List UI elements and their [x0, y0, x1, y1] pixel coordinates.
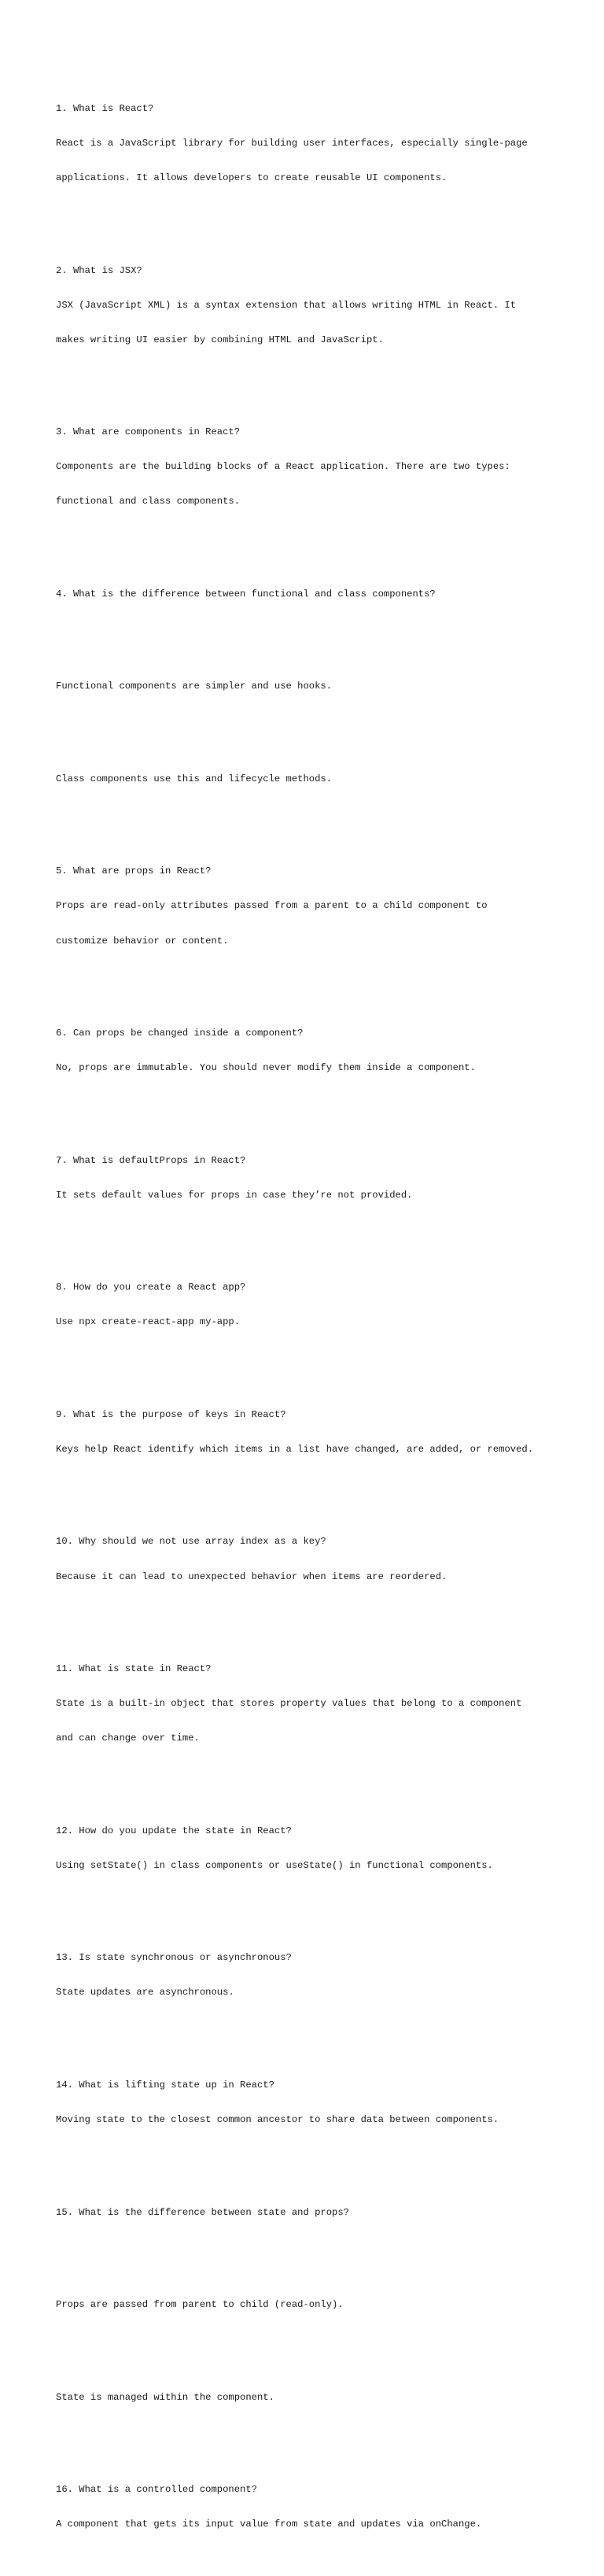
qa-block-13	[56, 1929, 575, 2022]
answer-line: Use npx create-react-app my-app.	[56, 1316, 241, 1328]
question-line: 8. How do you create a React app?	[56, 1282, 246, 1294]
question-line: 1. What is React?	[56, 102, 154, 114]
answer-line: It sets default values for props in case they’re not provided.	[56, 1189, 413, 1201]
question-line: 3. What are components in React?	[56, 426, 241, 438]
answer-line: Props are passed from parent to child (read-only).	[56, 2299, 344, 2310]
qa-block-12	[56, 1802, 575, 1895]
answer-paragraph	[56, 750, 575, 808]
answer-line: makes writing UI easier by combining HTML and JavaScript.	[56, 334, 384, 345]
question-line: 14. What is lifting state up in React?	[56, 2079, 274, 2091]
question-line: 2. What is JSX?	[56, 264, 142, 276]
qa-block-1	[56, 79, 575, 207]
question-line: 15. What is the difference between state and props?	[56, 2206, 349, 2218]
answer-line: Moving state to the closest common ancestor to share data between components.	[56, 2114, 499, 2125]
question-line: 9. What is the purpose of keys in React?	[56, 1408, 286, 1420]
qa-block-6	[56, 1005, 575, 1098]
answer-line: State updates are asynchronous.	[56, 1987, 234, 1998]
answer-line: A component that gets its input value from state and updates via onChange.	[56, 2519, 482, 2530]
answer-line: and can change over time.	[56, 1733, 200, 1744]
question-line: 11. What is state in React?	[56, 1663, 212, 1675]
question-line: 16. What is a controlled component?	[56, 2484, 257, 2495]
answer-line: Class components use this and lifecycle methods.	[56, 773, 333, 784]
document-page	[56, 57, 575, 2576]
answer-paragraph	[56, 2368, 575, 2427]
qa-block-15	[56, 2183, 575, 2242]
answer-line: applications. It allows developers to create reusable UI components.	[56, 172, 447, 183]
answer-line: Because it can lead to unexpected behavior when items are reordered.	[56, 1570, 447, 1582]
answer-line: Using setState() in class components or useState() in functional components.	[56, 1859, 493, 1871]
qa-block-3	[56, 404, 575, 531]
answer-paragraph	[56, 2276, 575, 2334]
answer-line: React is a JavaScript library for building user interfaces, especially single-page	[56, 137, 528, 149]
qa-block-9	[56, 1386, 575, 1478]
answer-line: Functional components are simpler and use hooks.	[56, 681, 333, 692]
qa-block-5	[56, 843, 575, 970]
answer-line: JSX (JavaScript XML) is a syntax extension that allows writing HTML in React. It	[56, 299, 517, 311]
question-line: 5. What are props in React?	[56, 865, 212, 877]
answer-paragraph	[56, 658, 575, 716]
answer-line: State is a built-in object that stores property values that belong to a component	[56, 1698, 522, 1710]
answer-line: functional and class components.	[56, 496, 241, 507]
answer-line: Components are the building blocks of a React application. There are two types:	[56, 461, 510, 473]
question-line: 6. Can props be changed inside a component?	[56, 1028, 304, 1039]
answer-line: Keys help React identify which items in a list have changed, are added, or removed.	[56, 1443, 534, 1455]
question-line: 7. What is defaultProps in React?	[56, 1154, 246, 1166]
qa-block-16	[56, 2461, 575, 2554]
qa-block-4	[56, 565, 575, 623]
qa-block-2	[56, 242, 575, 369]
qa-block-10	[56, 1513, 575, 1606]
question-line: 4. What is the difference between functional and class components?	[56, 588, 436, 600]
question-line: 10. Why should we not use array index as a key?	[56, 1536, 326, 1548]
qa-block-8	[56, 1259, 575, 1352]
answer-line: No, props are immutable. You should never modify them inside a component.	[56, 1062, 476, 1074]
answer-line: customize behavior or content.	[56, 935, 229, 947]
qa-block-11	[56, 1640, 575, 1768]
answer-line: State is managed within the component.	[56, 2391, 274, 2403]
answer-line: Props are read-only attributes passed from a parent to a child component to	[56, 900, 488, 912]
question-line: 12. How do you update the state in React?	[56, 1825, 292, 1836]
qa-block-14	[56, 2057, 575, 2150]
qa-block-7	[56, 1131, 575, 1224]
question-line: 13. Is state synchronous or asynchronous?	[56, 1952, 292, 1964]
